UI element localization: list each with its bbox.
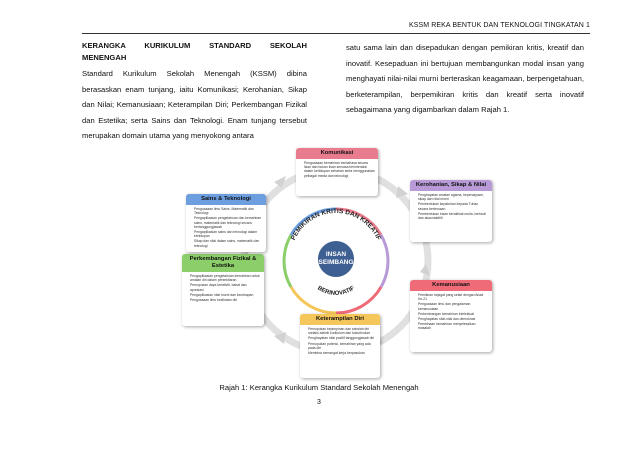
list-item: • Penguasaan kemahiran berbahasa secara lisan dan bukan lisan semasa berinteraksi dalam kehidupan seharian serta menggunakan pelbagai media dan teknologi xyxy=(304,161,375,178)
arc-text-top: PEMIKIRAN KRITIS DAN KREATIF xyxy=(289,207,383,242)
right-column xyxy=(346,40,584,118)
card-sains-title: Sains & Teknologi xyxy=(186,194,266,205)
card-komunikasi-list xyxy=(304,161,375,178)
right-paragraph: satu sama lain dan disepadukan dengan pemikiran kritis, kreatif dan inovatif. Kesepaduan ini bertujuan membangunkan modal insan yang menghayati nilai-nilai murni berteraskan keagamaan, berpengetahuan, berketerampilan, berpemikiran kritis dan kreatif serta inovatif sebagaimana yang digambarkan dalam Rajah 1. xyxy=(346,43,584,115)
card-keterampilan-title: Keterampilan Diri xyxy=(300,314,380,325)
list-item: • Pengaplikasian sains dan teknologi dalam kehidupan xyxy=(194,230,263,238)
list-item: • Pengaplikasian nilai murni dan kecekapan xyxy=(190,293,261,297)
card-kerohanian-title: Kerohanian, Sikap & Nilai xyxy=(410,180,492,191)
list-item: • Penghayatan nilai-nilai dan demokrasi xyxy=(418,317,489,321)
curriculum-framework-diagram xyxy=(178,146,494,380)
list-item: • Pemikiran sejagat yang selari dengan Abad Ke-21 xyxy=(418,293,489,301)
left-column xyxy=(82,40,307,144)
list-item: • Penghayatan amalan agama, kepercayaan, sikap dan nilai murni xyxy=(418,193,489,201)
list-item: • Pembentukan insan berakhlak mulia, berbudi dan akauntabiliti xyxy=(418,212,489,220)
card-kerohanian xyxy=(410,180,492,242)
list-item: • Pengaplikasian pengetahuan dan kemahiran sains, matematik dan teknologi secara bertanggungjawab xyxy=(194,216,263,229)
section-title: KERANGKA KURIKULUM STANDARD SEKOLAH xyxy=(82,41,307,50)
center-label-line2: SEIMBANG xyxy=(318,259,354,266)
figure-caption: Rajah 1: Kerangka Kurikulum Standard Sekolah Menengah xyxy=(219,383,419,392)
center-label-line1: INSAN xyxy=(325,251,347,258)
list-item: • Penguasaan ilmu kesihatan diri xyxy=(190,298,261,302)
card-perkembangan-title: Perkembangan Fizikal & Estetika xyxy=(182,254,264,272)
card-komunikasi-title: Komunikasi xyxy=(296,148,378,159)
header-title: KSSM REKA BENTUK DAN TEKNOLOGI TINGKATAN 1 xyxy=(408,22,590,29)
card-keterampilan xyxy=(300,314,380,378)
card-sains-list xyxy=(194,207,263,248)
card-kemanusiaan-list xyxy=(418,293,489,331)
card-perkembangan xyxy=(182,254,264,326)
list-item: • Penghayatan nilai positif tanggungjawab diri xyxy=(308,336,377,340)
list-item: • Perkembangan kemahiran intelektual xyxy=(418,312,489,316)
page-number: 3 xyxy=(317,399,321,406)
card-komunikasi xyxy=(296,148,378,196)
card-perkembangan-list xyxy=(190,274,261,302)
card-kemanusiaan-title: Kemanusiaan xyxy=(410,280,492,291)
list-item: • Pembentukan kepatuhan kepada Tuhan secara berterusan xyxy=(418,202,489,210)
left-paragraph: Standard Kurikulum Sekolah Menengah (KSSM) dibina berasaskan enam tunjang, iaitu Komunikasi; Kerohanian, Sikap dan Nilai; Kemanusiaan; Keterampilan Diri; Perkembangan Fizikal dan Estetika; serta Sains dan Teknologi. Enam tunjang tersebut merupakan domain utama yang menyokong antara xyxy=(82,69,307,141)
list-item: • Pemupukan potensi, kemahiran yang ada pada diri xyxy=(308,342,377,350)
center-label xyxy=(317,251,355,267)
list-item: • Pemupukan daya kreativiti, bakat dan apresiasi xyxy=(190,283,261,291)
list-item: • Membina semangat kerja berpasukan xyxy=(308,351,377,355)
list-item: • Penguasaan ilmu Sains, Matematik dan Teknologi xyxy=(194,207,263,215)
arc-text-bottom: BERINOVATIF xyxy=(316,285,356,297)
list-item: • Sikap dan nilai dalam sains, matematik dan teknologi xyxy=(194,239,263,247)
card-keterampilan-list xyxy=(308,327,377,355)
list-item: • Pembinaan kemahiran menyelesaikan masalah xyxy=(418,322,489,330)
card-kerohanian-list xyxy=(418,193,489,220)
list-item: • Pengaplikasian pengetahuan kemahiran untuk amalan diri dalam persekitaran xyxy=(190,274,261,282)
list-item: • Penguasaan ilmu dan pengalaman kemanusiaan xyxy=(418,302,489,310)
list-item: • Pemupukan kepimpinan dan sahsiah diri melalui aktiviti kurikulum dan kokurikulum xyxy=(308,327,377,335)
header-rule xyxy=(82,33,590,34)
card-kemanusiaan xyxy=(410,280,492,352)
card-sains xyxy=(186,194,266,252)
section-title-line2: MENENGAH xyxy=(82,53,127,62)
